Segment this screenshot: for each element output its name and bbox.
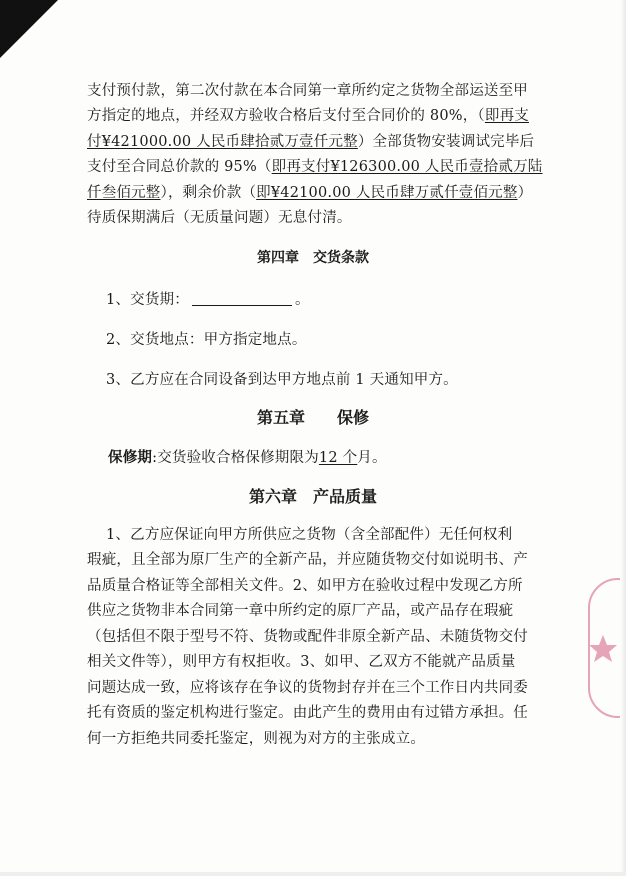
quality-line: 1、乙方应保证向甲方所供应之货物（含全部配件）无任何权利 [106,527,513,543]
delivery-date-blank [192,291,292,306]
quality-line: 供应之货物非本合同第一章中所约定的原厂产品，或产品存在瑕疵 [87,603,514,619]
scan-edge-right [620,0,626,876]
delivery-date-item: 1、交货期： 。 [106,292,310,308]
chapter-6-title: 第六章 产品质量 [248,487,377,506]
quality-line: 品质量合格证等全部相关文件。2、如甲方在验收过程中发现乙方所 [87,578,523,594]
quality-line: 相关文件等），则甲方有权拒收。3、如甲、乙双方不能就产品质量 [87,654,516,670]
chapter-4-title: 第四章 交货条款 [257,250,369,266]
quality-line: （包括但不限于型号不符、货物或配件非原全新产品、未随货物交付 [87,629,528,645]
warranty-label: 保修期 [108,449,153,466]
quality-line: 托有资质的鉴定机构进行鉴定。由此产生的费用由有过错方承担。任 [87,705,528,721]
scan-edge-bottom [0,872,626,876]
company-seal-stamp [586,578,620,718]
delivery-location-item: 2、交货地点：甲方指定地点。 [106,332,307,348]
quality-line: 问题达成一致，应将该存在争议的货物封存并在三个工作日内共同委 [87,680,528,696]
payment-line-2: 方指定的地点，并经双方验收合格后支付至合同价的 80%，（即再支 [87,108,529,124]
seal-star-icon [588,634,618,664]
quality-line: 何一方拒绝共同委托鉴定，则视为对方的主张成立。 [87,731,426,747]
payment-line-6: 待质保期满后（无质量问题）无息付清。 [87,210,352,226]
payment-line-5: 仟叁佰元整），剩余价款（即¥42100.00 人民币肆万贰仟壹佰元整） [87,185,533,201]
chapter-5-title: 第五章 保修 [256,408,369,427]
warranty-line: 保修期:交货验收合格保修期限为12 个月。 [108,449,387,466]
payment-line-3: 付¥421000.00 人民币肆拾贰万壹仟元整）全部货物安装调试完毕后 [87,134,535,150]
delivery-notice-item: 3、乙方应在合同设备到达甲方地点前 1 天通知甲方。 [106,372,458,388]
payment-line-1: 支付预付款，第二次付款在本合同第一章所约定之货物全部运送至甲 [87,83,528,99]
quality-line: 瑕疵，且全部为原厂生产的全新产品，并应随货物交付如说明书、产 [87,552,528,568]
scan-corner-shadow [0,0,58,58]
payment-line-4: 支付至合同总价款的 95%（即再支付¥126300.00 人民币壹拾贰万陆 [87,159,543,175]
